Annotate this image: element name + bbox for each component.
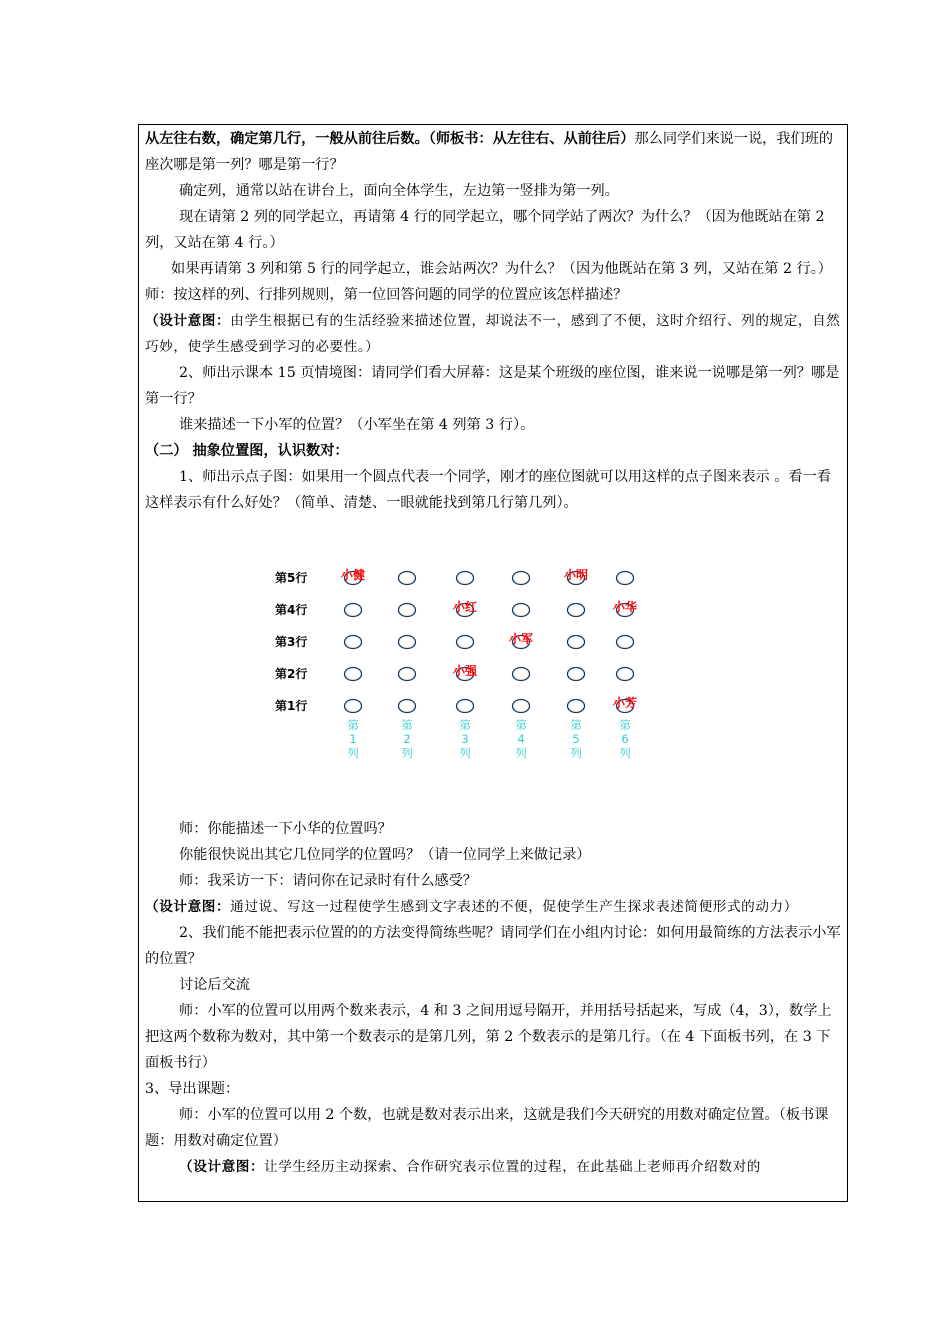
board-note: 从左往右数，确定第几行，一般从前往后数。（师板书：从左往右、从前往后） (145, 131, 635, 147)
paragraph-10: 1、师出示点子图：如果用一个圆点代表一个同学，刚才的座位图就可以用这样的点子图来表示 。看一看这样表示有什么好处？（简单、清楚、一眼就能找到第几行第几列）。 (145, 469, 831, 511)
design-intent-label: （设计意图： (145, 899, 231, 915)
column-label-char: 列 (347, 746, 359, 760)
lesson-content (145, 126, 841, 1180)
design-intent-text: 让学生经历主动探索、合作研究表示位置的过程，在此基础上老师再介绍数对的 (264, 1159, 761, 1175)
seat-circle (568, 700, 585, 713)
column-label-char: 1 (349, 732, 357, 746)
design-intent-label: （设计意图： (179, 1159, 265, 1175)
column-label-char: 4 (517, 732, 525, 746)
paragraph-7: 2、师出示课本 15 页情境图：请同学们看大屏幕：这是某个班级的座位图，谁来说一说哪是第一列？哪是第一行？ (145, 365, 840, 407)
design-intent-3 (145, 1154, 841, 1180)
paragraph-13: 师：我采访一下：请问你在记录时有什么感受？ (179, 873, 477, 889)
paragraph-2: 确定列，通常以站在讲台上，面向全体学生，左边第一竖排为第一列。 (179, 183, 619, 199)
seat-circle (345, 604, 362, 617)
paragraph-11: 师：你能描述一下小华的位置吗？ (179, 821, 392, 837)
seat-circle (617, 668, 634, 681)
column-label-char: 列 (619, 746, 631, 760)
column-label-char: 第 (619, 718, 631, 732)
row-label: 第1行 (275, 699, 308, 713)
design-intent-text: 由学生根据已有的生活经验来描述位置，却说法不一，感到了不便，这时介绍行、列的规定，自然巧妙，使学生感受到学习的必要性。） (145, 313, 841, 355)
paragraph-18: 3、导出课题： (145, 1081, 240, 1097)
paragraph-4: 如果再请第 3 列和第 5 行的同学起立，谁会站两次？为什么？（因为他既站在第 3 列，又站在第 2 行。） (171, 261, 832, 277)
paragraph-15: 2、我们能不能把表示位置的的方法变得简练些呢？请同学们在小组内讨论：如何用最简练的方法表示小军的位置？ (145, 925, 841, 967)
seat-circle (617, 572, 634, 585)
column-label-char: 2 (403, 732, 411, 746)
design-intent-text: 通过说、写这一过程使学生感到文字表述的不便，促使学生产生探求表述简便形式的动力） (230, 899, 798, 915)
student-name: 小健 (340, 568, 366, 582)
column-label-char: 第 (515, 718, 527, 732)
seat-dot-chart (145, 516, 841, 816)
column-label-char: 第 (401, 718, 413, 732)
paragraph-19: 师：小军的位置可以用 2 个数，也就是数对表示出来，这就是我们今天研究的用数对确定位置。（板书课题：用数对确定位置） (145, 1107, 829, 1149)
seat-circle (399, 668, 416, 681)
design-intent-1 (145, 308, 841, 360)
seat-circle (399, 636, 416, 649)
paragraph-1-rest: 那么同学们来说一说，我们班的座次哪是第一列？哪是第一行？ (145, 131, 834, 173)
seat-circle (568, 604, 585, 617)
seat-circle (513, 572, 530, 585)
row-label: 第3行 (275, 635, 308, 649)
seat-circle (345, 668, 362, 681)
column-label-char: 第 (347, 718, 359, 732)
seat-circle (399, 604, 416, 617)
column-label-char: 5 (572, 732, 580, 746)
seat-circle (457, 572, 474, 585)
column-label-char: 列 (401, 746, 413, 760)
seat-circle (345, 700, 362, 713)
paragraph-5: 师：按这样的列、行排列规则，第一位回答问题的同学的位置应该怎样描述？ (145, 287, 628, 303)
row-label: 第4行 (275, 603, 308, 617)
row-label: 第2行 (275, 667, 308, 681)
row-label: 第5行 (275, 571, 308, 585)
column-label-char: 列 (515, 746, 527, 760)
student-name: 小红 (452, 600, 478, 614)
paragraph-8: 谁来描述一下小军的位置？（小军坐在第 4 列第 3 行）。 (179, 417, 535, 433)
paragraph-16: 讨论后交流 (179, 977, 250, 993)
seat-circle (513, 668, 530, 681)
seat-circle (399, 572, 416, 585)
column-label-char: 6 (621, 732, 629, 746)
column-label-char: 列 (570, 746, 582, 760)
student-name: 小华 (612, 600, 638, 614)
student-name: 小强 (452, 664, 478, 678)
seat-circle (399, 700, 416, 713)
seat-circle (513, 700, 530, 713)
seat-circle (617, 636, 634, 649)
student-name: 小军 (508, 632, 534, 646)
seat-circle (457, 700, 474, 713)
seat-circle (345, 636, 362, 649)
column-label-char: 3 (461, 732, 469, 746)
column-label-char: 第 (570, 718, 582, 732)
student-name: 小明 (563, 568, 589, 582)
paragraph-17: 师：小军的位置可以用两个数来表示，4 和 3 之间用逗号隔开，并用括号括起来，写成（4，3），数学上把这两个数称为数对，其中第一个数表示的是第几列，第 2 个数表示的是第几行。（在 4 下面板书列，在 3 下面板书行） (145, 1003, 832, 1071)
column-label-char: 列 (459, 746, 471, 760)
seat-circle (568, 668, 585, 681)
column-label-char: 第 (459, 718, 471, 732)
design-intent-2 (145, 894, 841, 920)
section-heading: （二） 抽象位置图，认识数对： (145, 443, 349, 459)
seat-circle (513, 604, 530, 617)
paragraph-3: 现在请第 2 列的同学起立，再请第 4 行的同学起立，哪个同学站了两次？为什么？（因为他既站在第 2 列，又站在第 4 行。） (145, 209, 825, 251)
seat-circle (568, 636, 585, 649)
seat-circle (457, 636, 474, 649)
design-intent-label: （设计意图： (145, 313, 231, 329)
seat-dot-chart-svg (145, 516, 841, 816)
paragraph-12: 你能很快说出其它几位同学的位置吗？（请一位同学上来做记录） (179, 847, 591, 863)
paragraph-1 (145, 126, 841, 178)
student-name: 小芳 (612, 696, 638, 710)
